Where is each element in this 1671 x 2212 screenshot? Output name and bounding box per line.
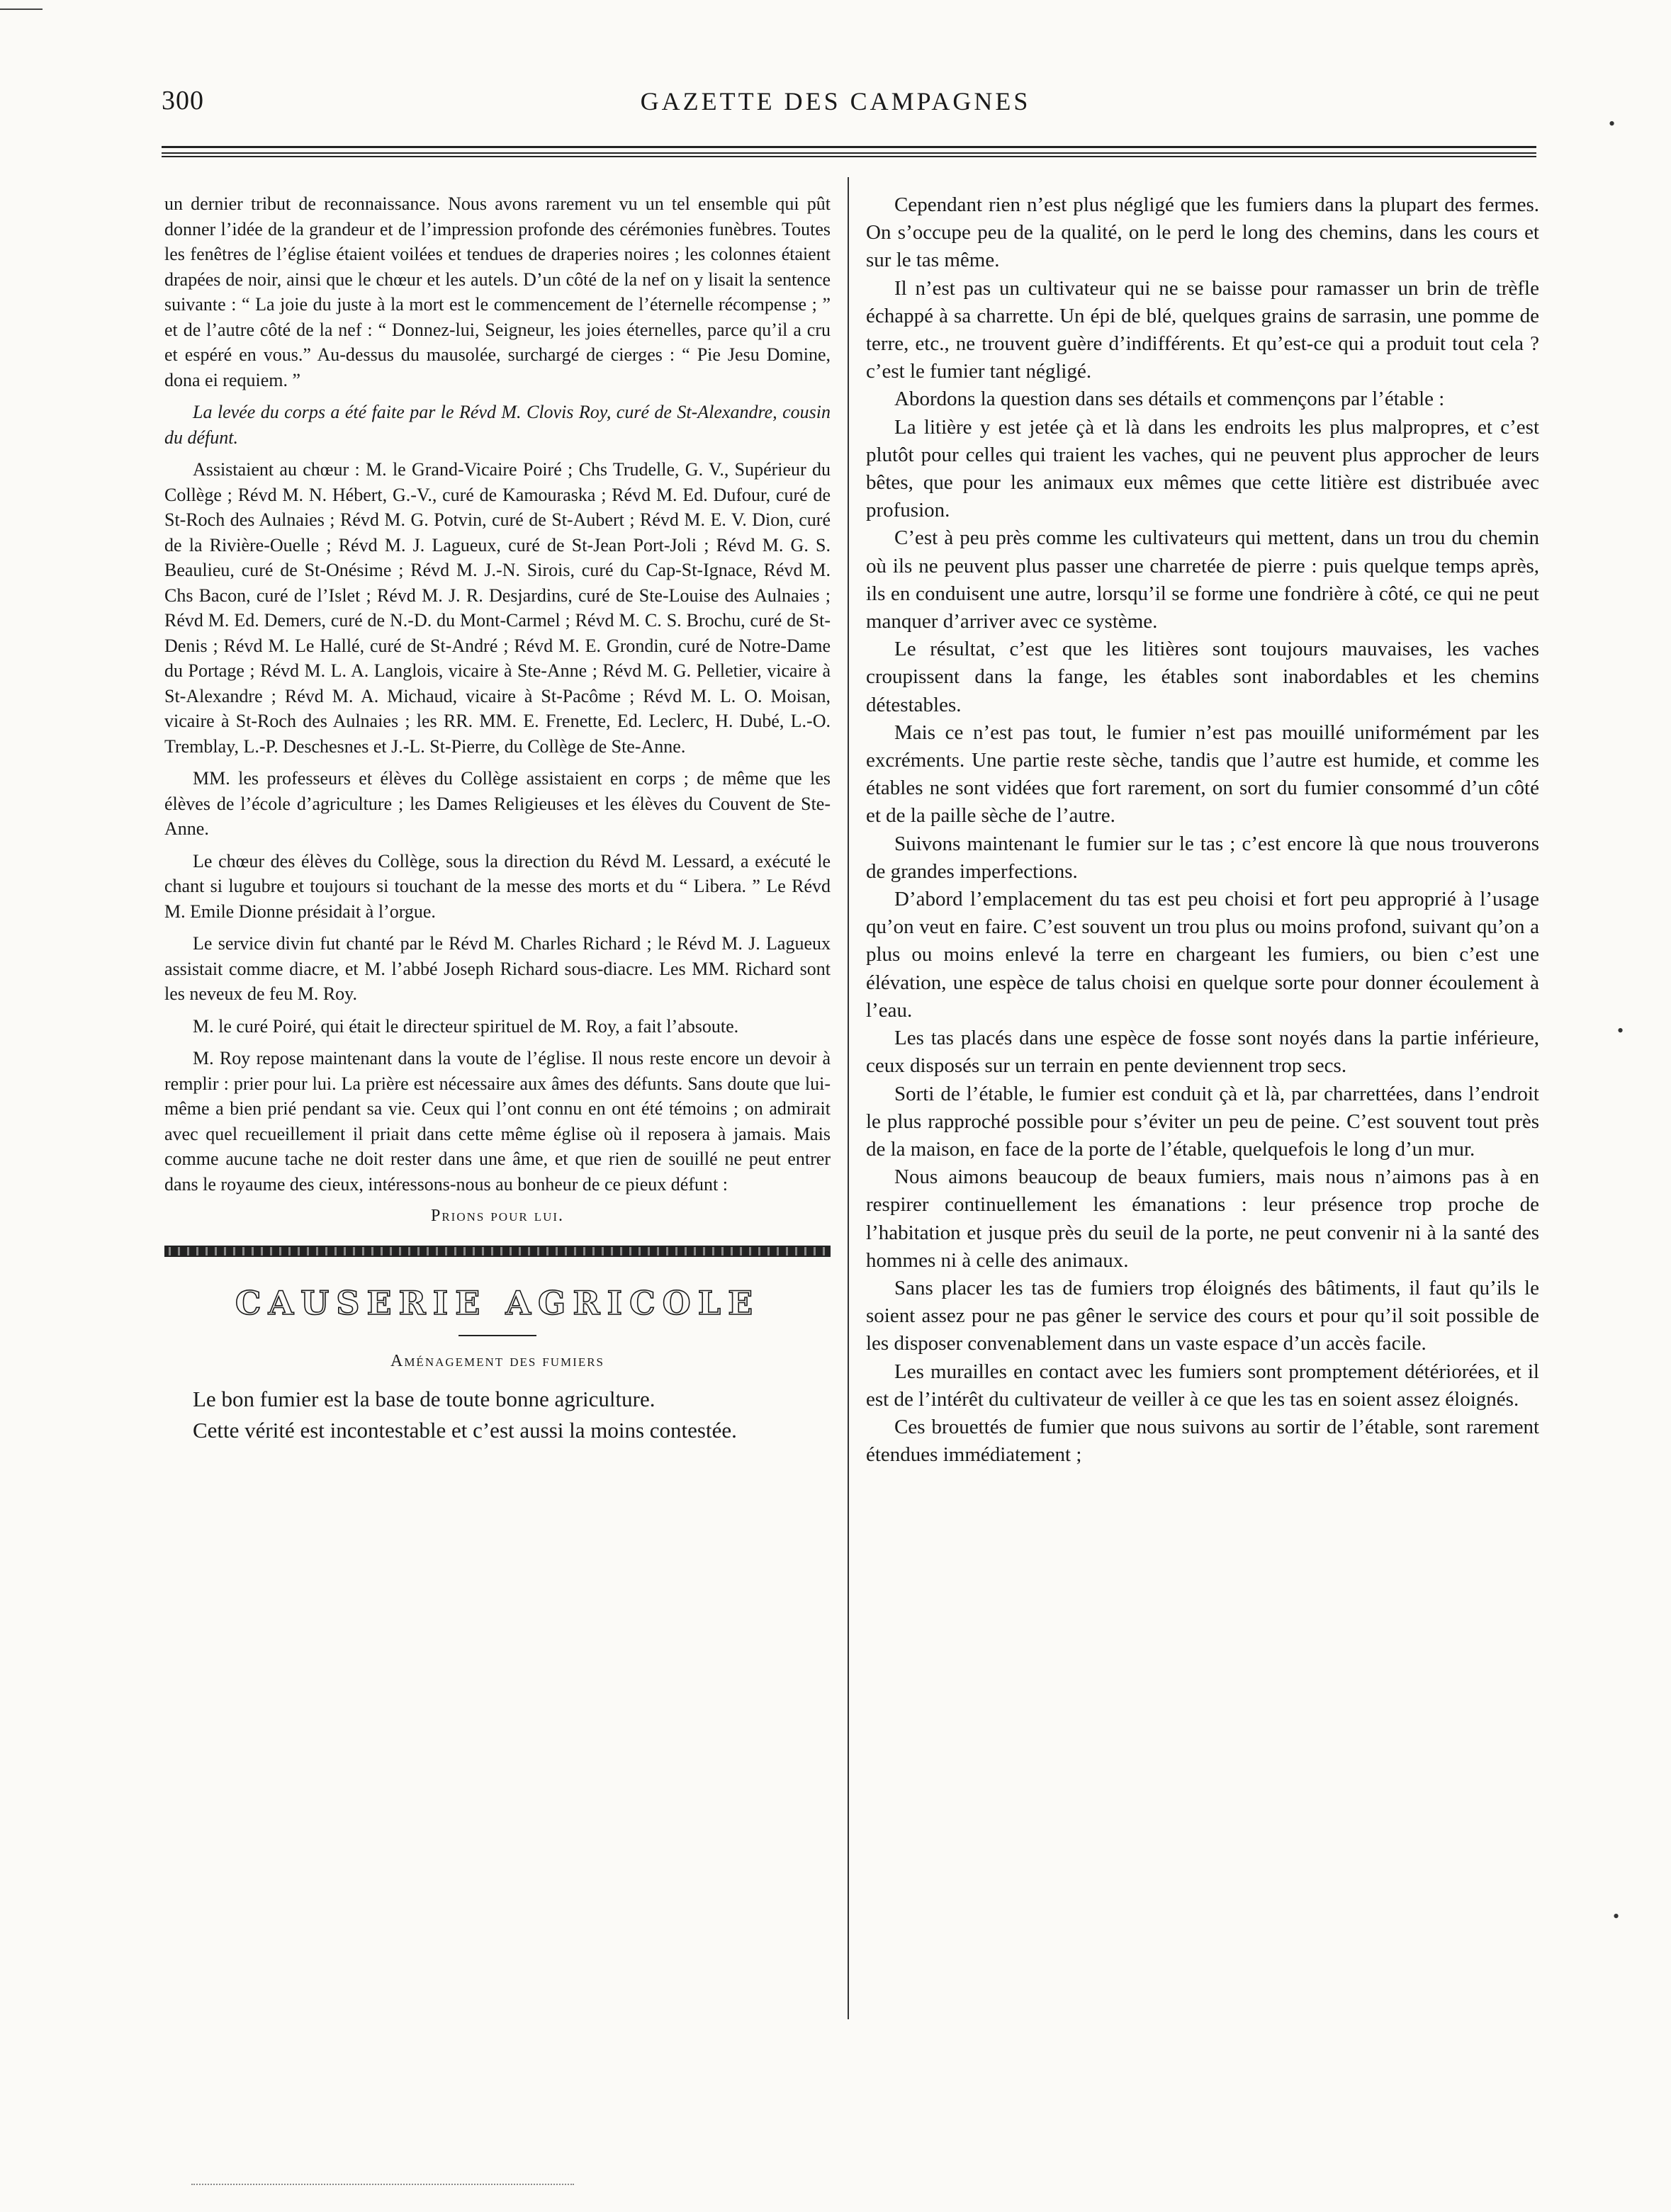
article-paragraph: Mais ce n’est pas tout, le fumier n’est pas mouillé uniformément par les excréments. Une partie reste sèche, tandis que l’autre est humide, et comme les étables ne sont vidées que fort rarement, on sort du fumier consommé d’un côté et de la paille sèche de l’autre. [866, 721, 1539, 828]
section-paragraph: Cette vérité est incontestable et c’est aussi la moins contestée. [193, 1418, 737, 1443]
article-paragraph: C’est à peu près comme les cultivateurs qui mettent, dans un trou du chemin où ils ne peuvent plus passer une charretée de pierre : puis quelque temps après, ils en conduisent une autre, lorsqu’il se forme une fondrière à côté, ce qui ne peut manquer d’arriver avec ce système. [866, 526, 1539, 633]
scan-bottom-mark [191, 2184, 574, 2185]
article-paragraph: Abordons la question dans ses détails et commençons par l’étable : [894, 388, 1445, 411]
article-paragraph: Les murailles en contact avec les fumiers sont promptement détériorées, et il est de l’intérêt du cultivateur de veiller à ce que les tas en soient assez éloignés. [866, 1360, 1539, 1411]
article-paragraph: M. Roy repose maintenant dans la voute de l’église. Il nous reste encore un devoir à remplir : prier pour lui. La prière est nécessaire aux âmes des défunts. Sans doute que lui-même a bien prié pendant sa vie. Ceux qui l’ont connu en ont été témoins ; on admirait avec quel recueillement il priait dans cette même église où il reposera à jamais. Mais comme aucune tache ne doit rester dans une âme, et que rien de souillé ne peut entrer dans le royaume des cieux, intéressons-nous au bonheur de ce pieux défunt : [164, 1048, 831, 1195]
margin-speck: • [1613, 1906, 1620, 1926]
page-number: 300 [162, 86, 204, 115]
margin-speck: • [1617, 1020, 1624, 1041]
article-paragraph: Les tas placés dans une espèce de fosse sont noyés dans la partie inférieure, ceux disposés sur un terrain en pente deviennent trop secs. [866, 1027, 1539, 1078]
section-title-rule [458, 1335, 536, 1336]
section-subtitle: Aménagement des fumiers [390, 1352, 604, 1370]
article-paragraph: Le service divin fut chanté par le Révd M. Charles Richard ; le Révd M. J. Lagueux assistait comme diacre, et M. l’abbé Joseph Richard sous-diacre. Les MM. Richard sont les neveux de feu M. Roy. [164, 933, 831, 1004]
article-paragraph: Ces brouettés de fumier que nous suivons au sortir de l’étable, sont rarement étendues immédiatement ; [866, 1415, 1539, 1467]
article-paragraph: La levée du corps a été faite par le Révd M. Clovis Roy, curé de St-Alexandre, cousin du défunt. [164, 402, 831, 448]
margin-speck: • [1609, 113, 1616, 134]
article-paragraph: Assistaient au chœur : M. le Grand-Vicaire Poiré ; Chs Trudelle, G. V., Supérieur du Collège ; Révd M. N. Hébert, G.-V., curé de Kamouraska ; Révd M. Ed. Dufour, curé de St-Roch des Aulnaies ; Révd M. G. Potvin, curé de St-Aubert ; Révd M. E. V. Dion, curé de la Rivière-Ouelle ; Révd M. J. Lagueux, curé de St-Jean Port-Joli ; Révd M. G. S. Beaulieu, curé de St-Onésime ; Révd M. J.-N. Sirois, curé du Cap-St-Ignace, Révd M. Chs Bacon, curé de l’Islet ; Révd M. J. R. Desjardins, curé de Ste-Louise des Aulnaies ; Révd M. Ed. Demers, curé de N.-D. du Mont-Carmel ; Révd M. C. S. Brochu, curé de St-Denis ; Révd M. Le Hallé, curé de St-André ; Révd M. E. Grondin, curé de Notre-Dame du Portage ; Révd M. L. A. Langlois, vicaire à Ste-Anne ; Révd M. G. Pelletier, vicaire à St-Alexandre ; Révd M. A. Michaud, vicaire à St-Pacôme ; Révd M. L. O. Moisan, vicaire à St-Roch des Aulnaies ; les RR. MM. E. Frenette, Ed. Leclerc, H. Dubé, L.-O. Tremblay, L.-P. Deschesnes et J.-L. St-Pierre, du Collège de Ste-Anne. [164, 459, 831, 757]
article-paragraph: Il n’est pas un cultivateur qui ne se baisse pour ramasser un brin de trèfle échappé à sa charrette. Un épi de blé, quelques grains de sarrasin, une pomme de terre, etc., ne trouvent guère d’indifférents. Et qu’est-ce qui a produit tout cela ? c’est le fumier tant négligé. [866, 276, 1539, 383]
article-paragraph: D’abord l’emplacement du tas est peu choisi et fort peu approprié à l’usage qu’on veut en faire. C’est souvent un trou plus ou moins profond, suivant qu’on a plus ou moins enlevé la terre en chargeant les fumiers, ou bien c’est une élévation, une espèce de talus choisi en quelque sorte pour donner écoulement à l’eau. [866, 888, 1539, 1022]
right-column [866, 191, 1539, 1469]
section-title: CAUSERIE AGRICOLE [235, 1284, 760, 1322]
article-paragraph: MM. les professeurs et élèves du Collège assistaient en corps ; de même que les élèves de l’école d’agriculture ; les Dames Religieuses et les élèves du Couvent de Ste-Anne. [164, 768, 831, 839]
header-rule [162, 146, 1536, 157]
scan-edge-mark [0, 9, 43, 10]
left-column [164, 191, 831, 1445]
section-paragraph: Le bon fumier est la base de toute bonne agriculture. [193, 1387, 656, 1411]
article-signoff: Prions pour lui. [430, 1207, 565, 1225]
article-paragraph: Le chœur des élèves du Collège, sous la direction du Révd M. Lessard, a exécuté le chant si lugubre et toujours si touchant de la messe des morts et du “ Libera. ” Le Révd M. Emile Dionne présidait à l’orgue. [164, 850, 831, 922]
article-paragraph: Cependant rien n’est plus négligé que les fumiers dans la plupart des fermes. On s’occupe peu de la qualité, on le perd le long des chemins, dans les cours et sur le tas même. [866, 193, 1539, 272]
article-paragraph: Sorti de l’étable, le fumier est conduit çà et là, par charrettées, dans l’endroit le plus rapproché possible pour s’éviter un peu de peine. C’est souvent tout près de la maison, en face de la porte de l’étable, quelquefois le long d’un mur. [866, 1082, 1539, 1161]
article-paragraph: un dernier tribut de reconnaissance. Nous avons rarement vu un tel ensemble qui pût donner l’idée de la grandeur et de l’impression profonde des cérémonies funèbres. Toutes les fenêtres de l’église étaient voilées et tendues de draperies noires ; les colonnes étaient drapées de noir, ainsi que le chœur et les autels. D’un côté de la nef on y lisait la sentence suivante : “ La joie du juste à la mort est le commencement de l’éternelle récompense ; ” et de l’autre côté de la nef : “ Donnez-lui, Seigneur, les joies éternelles, parce qu’il a cru et espéré en vous.” Au-dessus du mausolée, surchargé de cierges : “ Pie Jesu Domine, dona ei requiem. ” [164, 193, 831, 390]
article-paragraph: Le résultat, c’est que les litières sont toujours mauvaises, les vaches croupissent dans la fange, les étables sont inabordables et les chemins détestables. [866, 638, 1539, 716]
article-paragraph: Sans placer les tas de fumiers trop éloignés des bâtiments, il faut qu’ils le soient assez pour ne pas gêner le service des cours et pour qu’il soit possible de les disposer convenablement dans un vaste espace d’un accès facile. [866, 1276, 1539, 1355]
article-paragraph: Suivons maintenant le fumier sur le tas ; c’est encore là que nous trouverons de grandes imperfections. [866, 832, 1539, 883]
article-paragraph: M. le curé Poiré, qui était le directeur spirituel de M. Roy, a fait l’absoute. [193, 1015, 739, 1037]
running-title: GAZETTE DES CAMPAGNES [640, 87, 1031, 115]
article-paragraph: La litière y est jetée çà et là dans les endroits les plus malpropres, et c’est plutôt pour celles qui traient les vaches, qui ne peuvent plus approcher de leurs bêtes, que pour les animaux eux mêmes que cette litière est distribuée avec profusion. [866, 415, 1539, 522]
column-divider [848, 177, 849, 2019]
article-paragraph: Nous aimons beaucoup de beaux fumiers, mais nous n’aimons pas à en respirer continuellement les émanations : leur présence trop proche de l’habitation et jusque près du seuil de la porte, ne peut convenir ni à la santé des hommes ni à celle des animaux. [866, 1166, 1539, 1272]
section-ornament-rule [164, 1246, 831, 1257]
